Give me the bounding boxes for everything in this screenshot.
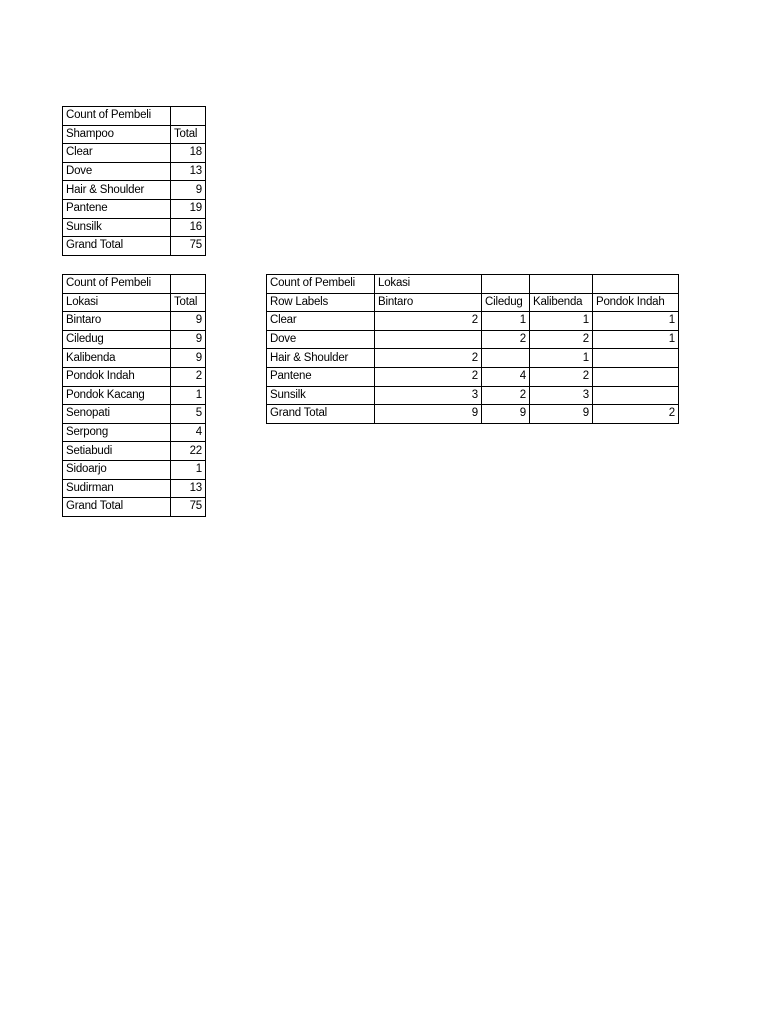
pivot-table-lokasi [62, 274, 206, 517]
table-row [63, 460, 206, 479]
row-label[interactable]: Sunsilk [267, 386, 375, 405]
value-field-label[interactable]: Count of Pembeli [63, 107, 171, 126]
grand-total-label[interactable]: Grand Total [267, 405, 375, 424]
row-total[interactable]: 1 [171, 460, 206, 479]
row-field-header[interactable]: Shampoo [63, 125, 171, 144]
row-label[interactable]: Sunsilk [63, 218, 171, 237]
value-cell[interactable]: 2 [530, 367, 593, 386]
total-column-header[interactable]: Total [171, 293, 206, 312]
table-row [63, 181, 206, 200]
row-label[interactable]: Bintaro [63, 312, 171, 331]
row-total[interactable]: 22 [171, 442, 206, 461]
row-total[interactable]: 1 [171, 386, 206, 405]
empty-cell[interactable] [482, 275, 530, 294]
row-total[interactable]: 13 [171, 162, 206, 181]
table-header-row [63, 275, 206, 294]
value-cell[interactable]: 2 [375, 349, 482, 368]
table-row [63, 162, 206, 181]
row-labels-header[interactable]: Row Labels [267, 293, 375, 312]
empty-cell[interactable] [171, 107, 206, 126]
row-label[interactable]: Serpong [63, 423, 171, 442]
row-total[interactable]: 2 [171, 367, 206, 386]
row-label[interactable]: Setiabudi [63, 442, 171, 461]
grand-total-value[interactable]: 75 [171, 498, 206, 517]
grand-total-value[interactable]: 75 [171, 237, 206, 256]
grand-total-row [63, 237, 206, 256]
table-row [267, 367, 679, 386]
row-label[interactable]: Pantene [63, 199, 171, 218]
table-row [267, 386, 679, 405]
grand-total-row [63, 498, 206, 517]
table-row [63, 144, 206, 163]
table-row [63, 199, 206, 218]
empty-cell[interactable] [593, 275, 679, 294]
table-header-row [267, 275, 679, 294]
column-header[interactable]: Kalibenda [530, 293, 593, 312]
value-cell[interactable]: 1 [482, 312, 530, 331]
table-row [63, 349, 206, 368]
column-header-row [63, 293, 206, 312]
value-cell[interactable]: 2 [375, 312, 482, 331]
value-cell[interactable]: 2 [375, 367, 482, 386]
value-cell[interactable] [375, 330, 482, 349]
column-header[interactable]: Pondok Indah [593, 293, 679, 312]
value-cell[interactable] [593, 367, 679, 386]
row-label[interactable]: Kalibenda [63, 349, 171, 368]
row-total[interactable]: 9 [171, 330, 206, 349]
row-label[interactable]: Dove [267, 330, 375, 349]
value-cell[interactable] [593, 349, 679, 368]
table-row [267, 312, 679, 331]
value-cell[interactable]: 3 [375, 386, 482, 405]
row-label[interactable]: Pondok Indah [63, 367, 171, 386]
value-cell[interactable]: 2 [482, 386, 530, 405]
row-label[interactable]: Clear [267, 312, 375, 331]
row-label[interactable]: Senopati [63, 405, 171, 424]
pivot-table-shampoo-by-lokasi [266, 274, 679, 424]
row-label[interactable]: Hair & Shoulder [267, 349, 375, 368]
table-row [63, 405, 206, 424]
row-total[interactable]: 9 [171, 181, 206, 200]
column-header[interactable]: Ciledug [482, 293, 530, 312]
value-cell[interactable]: 1 [593, 312, 679, 331]
empty-cell[interactable] [530, 275, 593, 294]
value-cell[interactable]: 4 [482, 367, 530, 386]
value-cell[interactable]: 3 [530, 386, 593, 405]
value-cell[interactable]: 1 [530, 349, 593, 368]
grand-total-value[interactable]: 2 [593, 405, 679, 424]
table-row [63, 312, 206, 331]
column-header-row [267, 293, 679, 312]
row-label[interactable]: Pondok Kacang [63, 386, 171, 405]
value-field-label[interactable]: Count of Pembeli [63, 275, 171, 294]
table-row [267, 349, 679, 368]
value-cell[interactable] [593, 386, 679, 405]
row-total[interactable]: 16 [171, 218, 206, 237]
table-row [63, 442, 206, 461]
grand-total-value[interactable]: 9 [530, 405, 593, 424]
row-label[interactable]: Pantene [267, 367, 375, 386]
empty-cell[interactable] [171, 275, 206, 294]
row-label[interactable]: Sudirman [63, 479, 171, 498]
table-row [63, 367, 206, 386]
row-total[interactable]: 5 [171, 405, 206, 424]
table-header-row [63, 107, 206, 126]
value-cell[interactable]: 1 [530, 312, 593, 331]
row-total[interactable]: 9 [171, 349, 206, 368]
row-total[interactable]: 4 [171, 423, 206, 442]
grand-total-row [267, 405, 679, 424]
grand-total-value[interactable]: 9 [482, 405, 530, 424]
row-label[interactable]: Dove [63, 162, 171, 181]
row-total[interactable]: 18 [171, 144, 206, 163]
value-cell[interactable]: 2 [530, 330, 593, 349]
row-total[interactable]: 13 [171, 479, 206, 498]
row-label[interactable]: Clear [63, 144, 171, 163]
table-row [63, 330, 206, 349]
value-field-label[interactable]: Count of Pembeli [267, 275, 375, 294]
column-field-label[interactable]: Lokasi [375, 275, 482, 294]
table-row [63, 423, 206, 442]
total-column-header[interactable]: Total [171, 125, 206, 144]
row-total[interactable]: 19 [171, 199, 206, 218]
table-row [63, 218, 206, 237]
row-field-header[interactable]: Lokasi [63, 293, 171, 312]
grand-total-label[interactable]: Grand Total [63, 237, 171, 256]
value-cell[interactable] [482, 349, 530, 368]
grand-total-value[interactable]: 9 [375, 405, 482, 424]
pivot-table-shampoo [62, 106, 206, 256]
row-label[interactable]: Sidoarjo [63, 460, 171, 479]
grand-total-label[interactable]: Grand Total [63, 498, 171, 517]
row-label[interactable]: Ciledug [63, 330, 171, 349]
table-row [63, 386, 206, 405]
value-cell[interactable]: 2 [482, 330, 530, 349]
table-row [63, 479, 206, 498]
value-cell[interactable]: 1 [593, 330, 679, 349]
table-row [267, 330, 679, 349]
row-label[interactable]: Hair & Shoulder [63, 181, 171, 200]
column-header-row [63, 125, 206, 144]
row-total[interactable]: 9 [171, 312, 206, 331]
column-header[interactable]: Bintaro [375, 293, 482, 312]
